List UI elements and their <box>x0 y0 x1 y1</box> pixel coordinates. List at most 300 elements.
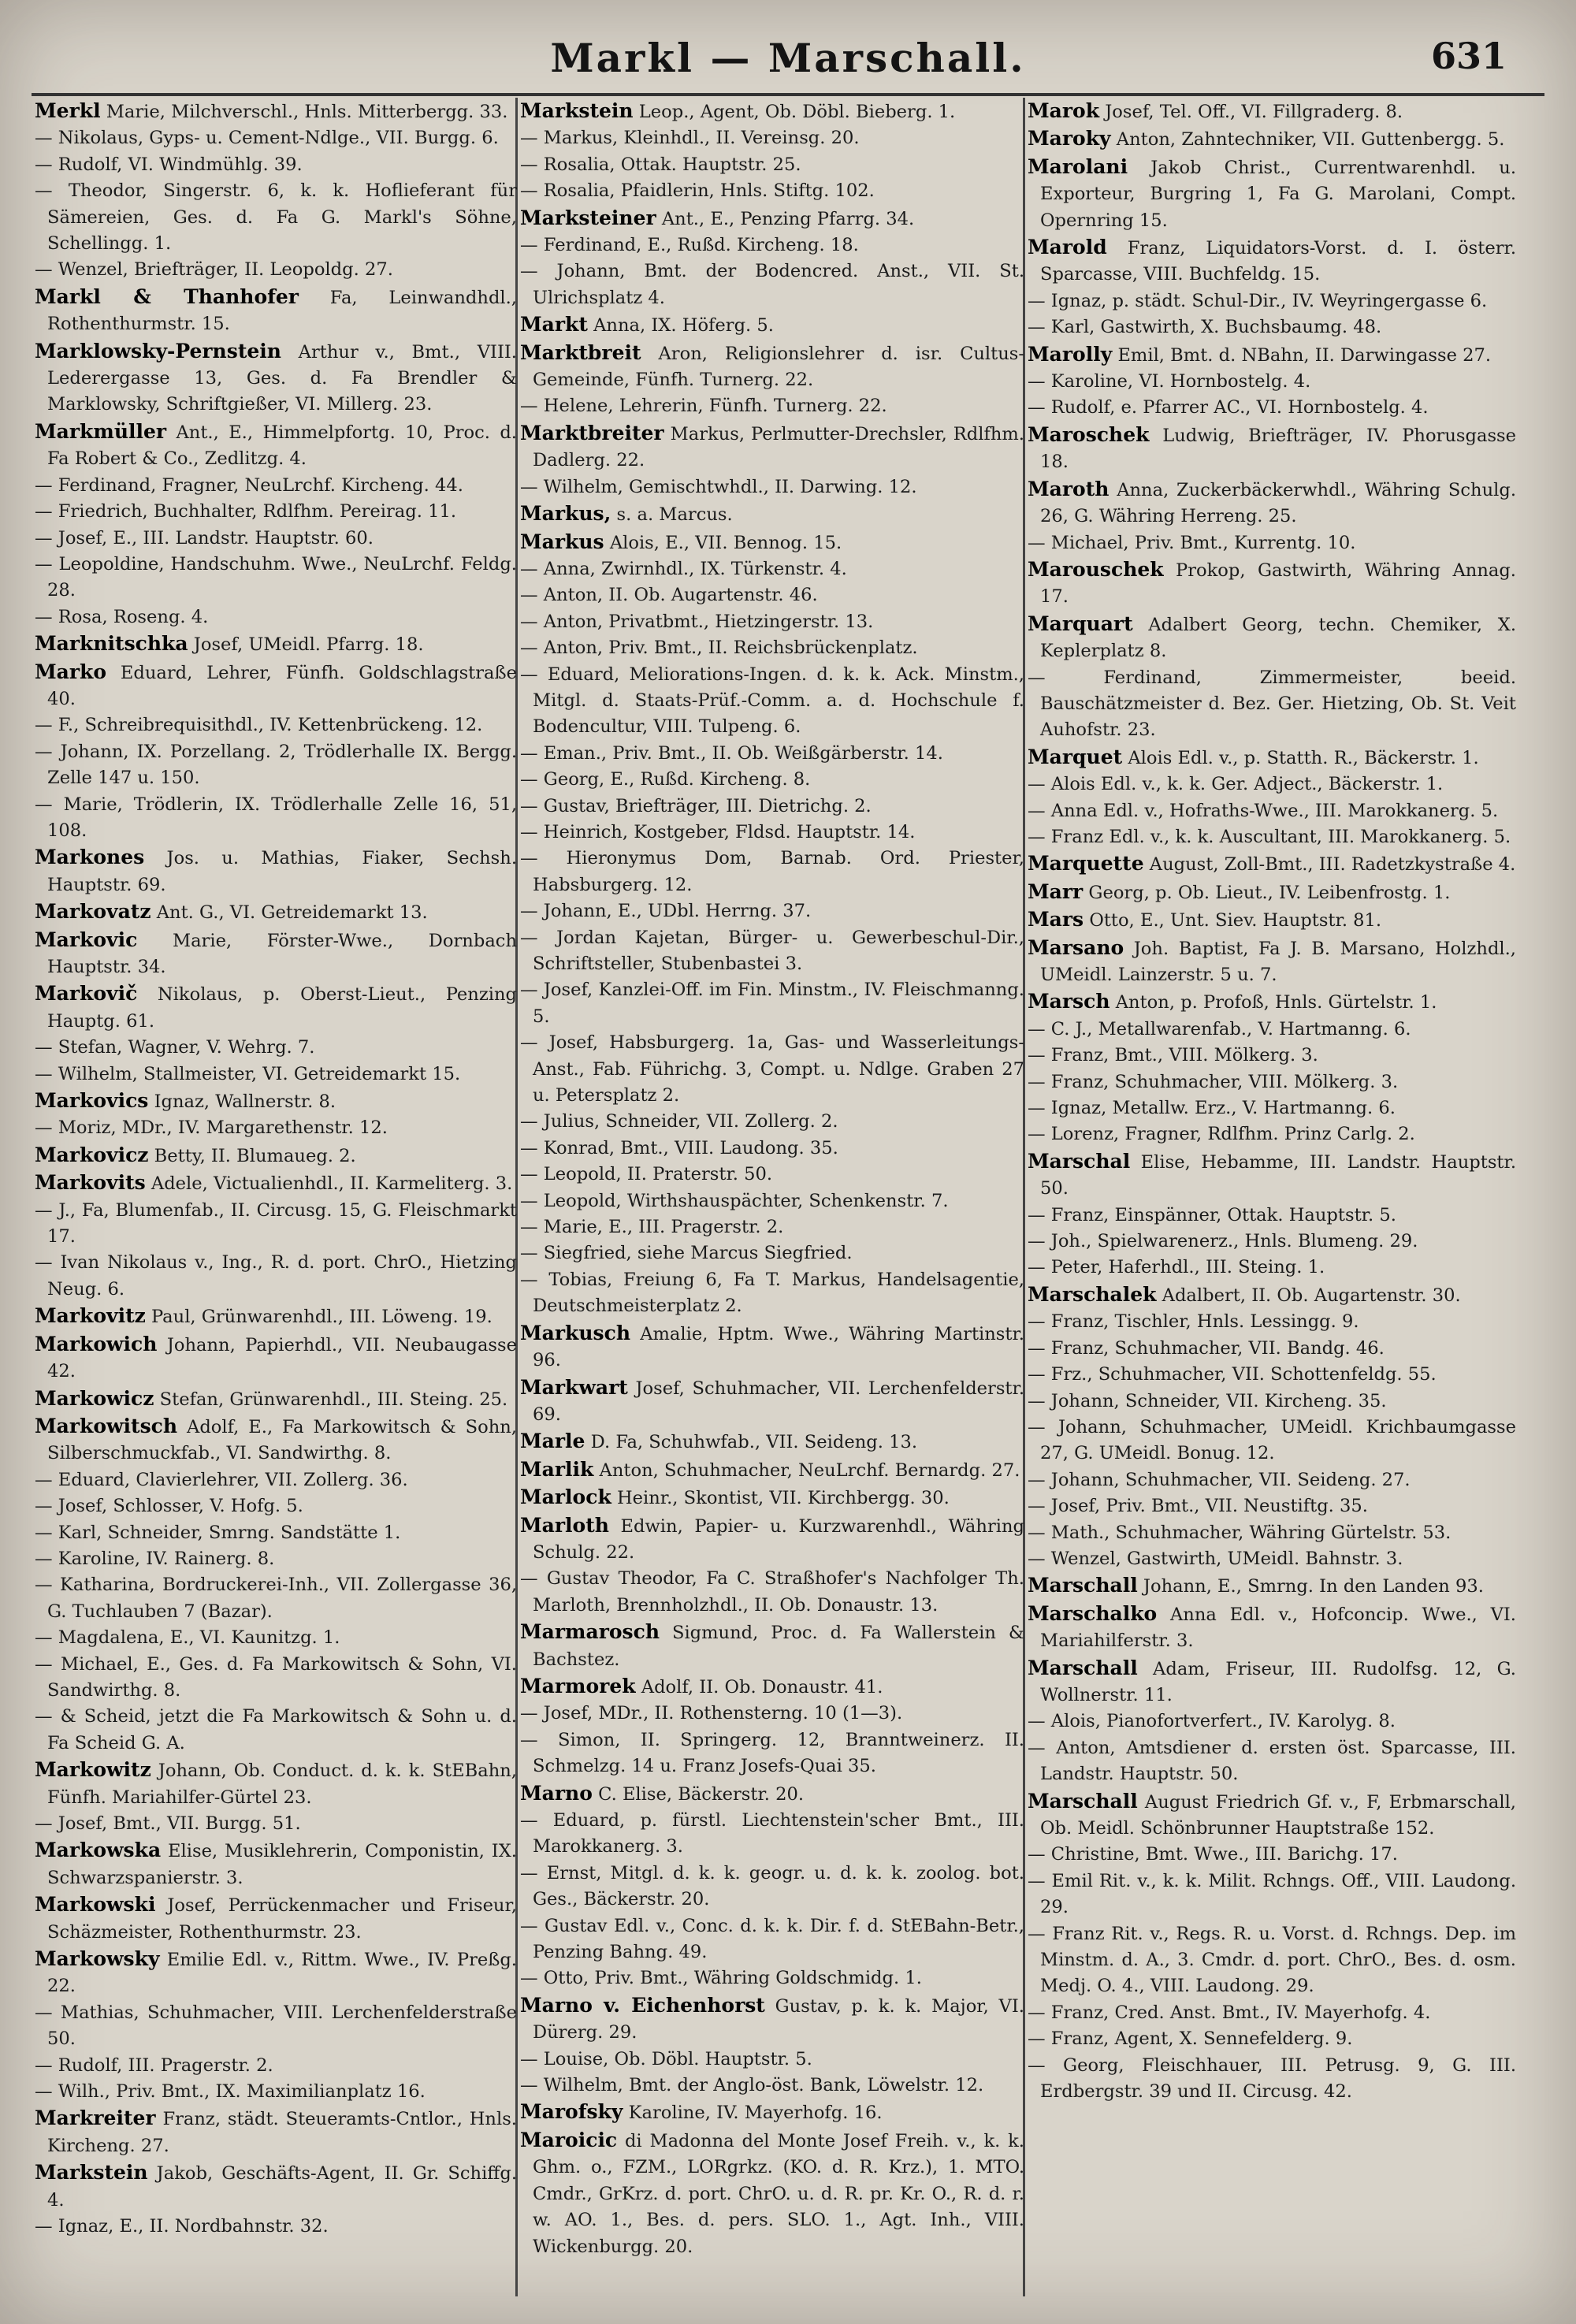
directory-entry <box>1028 935 1516 989</box>
directory-entry <box>520 232 1024 258</box>
directory-entry <box>520 582 1024 608</box>
entry-details: — Marie, E., III. Pragerstr. 2. <box>520 1217 784 1238</box>
directory-entry <box>1028 906 1516 934</box>
entry-details: — Moriz, MDr., IV. Margarethenstr. 12. <box>35 1117 388 1139</box>
directory-entry <box>1028 1389 1516 1415</box>
entry-details: — Ferdinand, Fragner, NeuLrchf. Kircheng. 44. <box>35 474 463 496</box>
directory-entry <box>1028 422 1516 476</box>
directory-entry <box>520 1456 1024 1484</box>
entry-details: s. a. Marcus. <box>616 504 733 526</box>
entry-surname: Marquette <box>1028 852 1144 876</box>
entry-surname: Marlock <box>520 1486 611 1509</box>
directory-entry <box>520 609 1024 635</box>
directory-entry <box>520 1214 1024 1240</box>
entry-details: Jakob Christ., Currentwarenhdl. u. Exporteur, Burgring 1, Fa G. Marolani, Compt. Opernring 15. <box>1040 157 1516 231</box>
page-header <box>0 35 1576 98</box>
entry-details: — Wilhelm, Stallmeister, VI. Getreidemarkt 15. <box>35 1063 461 1084</box>
directory-entry <box>1028 314 1516 340</box>
directory-entry <box>35 2159 517 2214</box>
entry-details: — Konrad, Bmt., VIII. Laudong. 35. <box>520 1137 838 1158</box>
directory-entry <box>520 820 1024 846</box>
entry-details: — Math., Schuhmacher, Währing Gürtelstr. 53. <box>1028 1522 1451 1543</box>
directory-entry <box>1028 2053 1516 2106</box>
directory-entry <box>520 2099 1024 2126</box>
entry-surname: Maroky <box>1028 127 1111 151</box>
directory-entry <box>1028 744 1516 772</box>
directory-entry <box>520 1428 1024 1456</box>
entry-details: Alois, E., VII. Bennog. 15. <box>609 532 842 553</box>
directory-entry <box>1028 125 1516 153</box>
directory-entry <box>1028 476 1516 530</box>
directory-entry <box>35 552 517 604</box>
entry-details: — Ignaz, E., II. Nordbahnstr. 32. <box>35 2216 329 2237</box>
entry-details: Leop., Agent, Ob. Döbl. Bieberg. 1. <box>638 102 956 122</box>
entry-details: Marie, Förster-Wwe., Dornbach Hauptstr. 34. <box>47 930 517 977</box>
directory-entry <box>1028 1842 1516 1868</box>
directory-entry <box>35 1652 517 1705</box>
directory-entry <box>1028 395 1516 421</box>
entry-surname: Marmorek <box>520 1674 636 1697</box>
entry-details: Adam, Friseur, III. Rudolfsg. 12, G. Wollnerstr. 11. <box>1040 1658 1516 1705</box>
entry-surname: Marno <box>520 1781 593 1805</box>
entry-details: — Leopold, II. Praterstr. 50. <box>520 1164 773 1185</box>
directory-entry <box>35 712 517 738</box>
directory-entry <box>1028 1601 1516 1655</box>
directory-entry <box>1028 1281 1516 1309</box>
entry-details: Johann, Ob. Conduct. d. k. k. StEBahn, Fünfh. Mariahilfer-Gürtel 23. <box>47 1761 517 1808</box>
entry-details: — Leopoldine, Handschuhm. Wwe., NeuLrchf. Feldg. 28. <box>35 553 517 601</box>
page-running-title: Markl — Marschall. <box>550 35 1026 81</box>
entry-details: Nikolaus, p. Oberst-Lieut., Penzing Hauptg. 61. <box>47 984 517 1032</box>
directory-entry <box>35 499 517 525</box>
directory-entry <box>35 1757 517 1811</box>
entry-surname: Marofsky <box>520 2100 623 2124</box>
column-3 <box>1028 98 1516 2289</box>
entry-surname: Markowitsch <box>35 1414 178 1437</box>
entry-surname: Marquet <box>1028 745 1123 768</box>
entry-details: — Rosalia, Pfaidlerin, Hnls. Stiftg. 102. <box>520 180 875 202</box>
directory-entry <box>520 1512 1024 1567</box>
directory-entry <box>1028 1362 1516 1388</box>
directory-entry <box>35 178 517 257</box>
entry-details: Gustav, p. k. k. Major, VI. Dürerg. 29. <box>533 1995 1024 2043</box>
entry-details: — Peter, Haferhdl., III. Steing. 1. <box>1028 1257 1325 1278</box>
entry-surname: Marold <box>1028 236 1107 259</box>
entry-details: Emil, Bmt. d. NBahn, II. Darwingasse 27. <box>1117 344 1492 366</box>
directory-entry <box>1028 824 1516 850</box>
directory-entry <box>35 2214 517 2240</box>
entry-details: — Johann, IX. Porzellang. 2, Trödlerhalle IX. Bergg. Zelle 147 u. 150. <box>35 741 517 789</box>
entry-details: Marie, Milchverschl., Hnls. Mitterbergg. 33. <box>106 102 508 122</box>
entry-details: — Josef, Priv. Bmt., VII. Neustiftg. 35. <box>1028 1496 1368 1517</box>
directory-entry <box>35 2079 517 2105</box>
entry-details: Stefan, Grünwarenhdl., III. Steing. 25. <box>159 1389 508 1410</box>
entry-surname: Markreiter <box>35 2106 156 2130</box>
directory-entry <box>35 1115 517 1141</box>
entry-details: — Josef, Kanzlei-Off. im Fin. Minstm., IV. Fleischmanng. 5. <box>520 980 1024 1027</box>
entry-details: — Marie, Trödlerin, IX. Trödlerhalle Zelle 16, 51, 108. <box>35 794 517 841</box>
directory-entry <box>35 152 517 178</box>
entry-details: — Otto, Priv. Bmt., Währing Goldschmidg. 1. <box>520 1968 922 1989</box>
entry-details: — Rosa, Roseng. 4. <box>35 606 209 627</box>
entry-details: — Gustav Theodor, Fa C. Straßhofer's Nachfolger Th. Marloth, Brennholzhdl., II. Ob. Donaustr. 13. <box>520 1568 1024 1616</box>
entry-details: — Franz, Agent, X. Sennefelderg. 9. <box>1028 2028 1353 2050</box>
directory-entry <box>35 1946 517 2000</box>
entry-details: Adolf, II. Ob. Donaustr. 41. <box>641 1676 883 1697</box>
directory-entry <box>35 526 517 552</box>
directory-entry <box>35 1088 517 1115</box>
entry-details: Anton, Zahntechniker, VII. Guttenbergg. 5. <box>1116 129 1505 151</box>
entry-surname: Marko <box>35 660 107 683</box>
directory-entry <box>520 500 1024 528</box>
entry-details: Jos. u. Mathias, Fiaker, Sechsh. Hauptstr. 69. <box>47 848 517 895</box>
entry-details: — Gustav Edl. v., Conc. d. k. k. Dir. f. d. StEBahn-Betr., Penzing Bahng. 49. <box>520 1915 1024 1963</box>
entry-surname: Marschal <box>1028 1149 1131 1173</box>
entry-surname: Markstein <box>520 99 634 122</box>
entry-details: — Alois, Pianofortverfert., IV. Karolyg. 8. <box>1028 1711 1396 1732</box>
entry-surname: Markus <box>520 530 604 553</box>
directory-entry <box>35 659 517 713</box>
entry-details: — Markus, Kleinhdl., II. Vereinsg. 20. <box>520 128 860 149</box>
entry-details: — Lorenz, Fragner, Rdlfhm. Prinz Carlg. 2. <box>1028 1124 1415 1145</box>
entry-details: — Eduard, Clavierlehrer, VII. Zollerg. 36. <box>35 1469 408 1490</box>
entry-details: — Ferdinand, E., Rußd. Kircheng. 18. <box>520 235 859 256</box>
entry-details: Ant., E., Himmelpfortg. 10, Proc. d. Fa Robert & Co., Zedlitzg. 4. <box>47 422 517 470</box>
entry-details: — Michael, E., Ges. d. Fa Markowitsch & Sohn, VI. Sandwirthg. 8. <box>35 1653 517 1701</box>
entry-surname: Markovics <box>35 1089 149 1113</box>
entry-surname: Markt <box>520 313 588 337</box>
directory-entry <box>35 898 517 926</box>
entry-details: — Louise, Ob. Döbl. Hauptstr. 5. <box>520 2048 812 2069</box>
entry-details: August, Zoll-Bmt., III. Radetzkystraße 4. <box>1149 854 1516 876</box>
entry-surname: Marr <box>1028 879 1084 903</box>
entry-details: Alois Edl. v., p. Statth. R., Bäckerstr. 1. <box>1128 747 1479 768</box>
entry-surname: Markowsky <box>35 1947 160 1971</box>
entry-details: — C. J., Metallwarenfab., V. Hartmanng. 6. <box>1028 1018 1411 1039</box>
directory-entry <box>1028 1921 1516 2000</box>
entry-details: Markus, Perlmutter-Drechsler, Rdlfhm. Dadlerg. 22. <box>533 423 1024 471</box>
directory-entry <box>1028 1572 1516 1600</box>
entry-details: — Josef, Habsburgerg. 1a, Gas- und Wasserleitungs-Anst., Fab. Führichg. 3, Compt. u. Ndlge. Graben 27 u. Petersplatz 2. <box>520 1032 1024 1106</box>
directory-entry <box>1028 665 1516 744</box>
entry-details: — Karl, Schneider, Smrng. Sandstätte 1. <box>35 1522 401 1543</box>
directory-entry <box>520 1965 1024 1991</box>
entry-surname: Marmarosch <box>520 1620 660 1644</box>
entry-details: — Ernst, Mitgl. d. k. k. geogr. u. d. k. k. zoolog. bot. Ges., Bäckerstr. 20. <box>520 1862 1024 1910</box>
entry-details: Fa, Leinwandhdl., Rothenthurmstr. 15. <box>47 287 517 335</box>
entry-details: di Madonna del Monte Josef Freih. v., k. k. Ghm. o., FZM., LORgrkz. (KO. d. R. Krz.), 1. MTO. Cmdr., GrKrz. d. port. ChrO. u. d. R. pr. Kr. O., R. d. r. w. AO. 1., Bes. d. pers. SLO. 1., Agt. Inh., VIII. Wickenburgg. 20. <box>533 2130 1024 2257</box>
entry-surname: Markovatz <box>35 900 151 924</box>
directory-entry <box>520 1780 1024 1808</box>
directory-entry <box>520 258 1024 311</box>
directory-entry <box>35 418 517 473</box>
directory-entry <box>520 125 1024 151</box>
directory-entry <box>35 1520 517 1546</box>
directory-entry <box>1028 798 1516 824</box>
directory-entry <box>1028 1309 1516 1335</box>
directory-entry <box>1028 1069 1516 1095</box>
entry-details: Arthur v., Bmt., VIII. Lederergasse 13, Ges. d. Fa Brendler & Marklowsky, Schriftgießer, VI. Millerg. 23. <box>47 341 517 415</box>
entry-surname: Markmüller <box>35 419 167 443</box>
directory-entry <box>1028 1336 1516 1362</box>
directory-entry <box>35 630 517 658</box>
entry-details: — Ignaz, p. städt. Schul-Dir., IV. Weyringergasse 6. <box>1028 290 1488 311</box>
entry-details: — Anton, Priv. Bmt., II. Reichsbrückenplatz. <box>520 638 918 659</box>
directory-entry <box>520 1240 1024 1266</box>
directory-entry <box>1028 1655 1516 1709</box>
entry-details: — Alois Edl. v., k. k. Ger. Adject., Bäckerstr. 1. <box>1028 774 1444 795</box>
entry-details: — Josef, Bmt., VII. Burgg. 51. <box>35 1813 301 1834</box>
entry-surname: Mars <box>1028 908 1084 931</box>
directory-entry <box>1028 879 1516 906</box>
directory-entry <box>520 1861 1024 1913</box>
page-number: 631 <box>1430 35 1507 77</box>
entry-details: Adele, Victualienhdl., II. Karmeliterg. 3. <box>151 1173 513 1195</box>
directory-entry <box>1028 234 1516 288</box>
entry-details: Emilie Edl. v., Rittm. Wwe., IV. Preßg. 22. <box>47 1950 517 1997</box>
entry-details: — Siegfried, siehe Marcus Siegfried. <box>520 1243 853 1264</box>
directory-entry <box>520 898 1024 924</box>
directory-entry <box>1028 772 1516 798</box>
directory-entry <box>35 1546 517 1572</box>
entry-details: Georg, p. Ob. Lieut., IV. Leibenfrostg. 1. <box>1088 882 1451 903</box>
entry-details: — Franz, Cred. Anst. Bmt., IV. Mayerhofg. 4. <box>1028 2002 1431 2023</box>
entry-surname: Markovič <box>35 982 138 1006</box>
entry-details: Franz, städt. Steueramts-Cntlor., Hnls. Kircheng. 27. <box>47 2109 517 2156</box>
entry-details: — Johann, Schuhmacher, VII. Seideng. 27. <box>1028 1469 1411 1490</box>
entry-details: Josef, Tel. Off., VI. Fillgraderg. 8. <box>1105 102 1403 122</box>
entry-details: — Franz, Schuhmacher, VII. Bandg. 46. <box>1028 1337 1385 1359</box>
directory-entry <box>520 1162 1024 1188</box>
entry-details: — Helene, Lehrerin, Fünfh. Turnerg. 22. <box>520 396 887 417</box>
entry-surname: Marlik <box>520 1457 594 1481</box>
directory-entry <box>35 844 517 898</box>
entry-details: Joh. Baptist, Fa J. B. Marsano, Holzhdl., UMeidl. Lainzerstr. 5 u. 7. <box>1040 938 1516 985</box>
entry-surname: Markowski <box>35 1893 156 1917</box>
directory-entry <box>35 792 517 845</box>
directory-entry <box>520 178 1024 204</box>
directory-entry <box>1028 98 1516 125</box>
directory-entry <box>520 2047 1024 2073</box>
directory-entry <box>35 927 517 981</box>
entry-details: — Anna Edl. v., Hofraths-Wwe., III. Marokkanerg. 5. <box>1028 800 1499 821</box>
entry-details: — Theodor, Singerstr. 6, k. k. Hoflieferant für Sämereien, Ges. d. Fa G. Markl's Söhne, Schellingg. 1. <box>35 180 517 255</box>
directory-entry <box>35 2105 517 2159</box>
entry-details: — Johann, Schneider, VII. Kircheng. 35. <box>1028 1390 1387 1411</box>
directory-entry <box>35 338 517 418</box>
directory-entry <box>520 2127 1024 2260</box>
entry-details: D. Fa, Schuhwfab., VII. Seideng. 13. <box>590 1432 918 1453</box>
entry-details: — Karl, Gastwirth, X. Buchsbaumg. 48. <box>1028 317 1382 338</box>
entry-details: Elise, Musiklehrerin, Componistin, IX. Schwarzspanierstr. 3. <box>47 1841 517 1888</box>
entry-details: — J., Fa, Blumenfab., II. Circusg. 15, G. Fleischmarkt 17. <box>35 1199 517 1248</box>
entry-details: — Mathias, Schuhmacher, VIII. Lerchenfelderstraße 50. <box>35 2002 517 2050</box>
entry-surname: Marknitschka <box>35 632 188 656</box>
entry-details: Betty, II. Blumaueg. 2. <box>154 1145 356 1166</box>
entry-details: August Friedrich Gf. v., F, Erbmarschall, Ob. Meidl. Schönbrunner Hauptstraße 152. <box>1040 1791 1516 1839</box>
directory-entry <box>520 474 1024 500</box>
entry-details: — Anna, Zwirnhdl., IX. Türkenstr. 4. <box>520 558 847 579</box>
entry-details: Adalbert, II. Ob. Augartenstr. 30. <box>1162 1285 1461 1306</box>
directory-entry <box>35 739 517 792</box>
entry-surname: Markowitz <box>35 1758 151 1782</box>
directory-entry <box>1028 1467 1516 1493</box>
directory-entry <box>1028 1493 1516 1519</box>
entry-details: — Rudolf, III. Pragerstr. 2. <box>35 2054 273 2076</box>
entry-details: Ant., E., Penzing Pfarrg. 34. <box>661 208 915 229</box>
directory-entry <box>520 1619 1024 1673</box>
entry-surname: Markowich <box>35 1332 158 1355</box>
directory-entry <box>520 977 1024 1030</box>
header-rule <box>32 93 1544 96</box>
directory-entry <box>520 1566 1024 1619</box>
entry-details: — Eman., Priv. Bmt., II. Ob. Weißgärberstr. 14. <box>520 742 943 764</box>
entry-details: Edwin, Papier- u. Kurzwarenhdl., Währing Schulg. 22. <box>533 1515 1024 1563</box>
directory-entry <box>520 635 1024 661</box>
entry-details: — Karoline, IV. Rainerg. 8. <box>35 1548 275 1569</box>
entry-details: — F., Schreibrequisithdl., IV. Kettenbrückeng. 12. <box>35 715 483 736</box>
entry-surname: Marloth <box>520 1513 609 1537</box>
entry-details: Paul, Grünwarenhdl., III. Löweng. 19. <box>151 1307 492 1328</box>
directory-entry <box>520 794 1024 820</box>
directory-entry <box>520 741 1024 767</box>
directory-entry <box>35 1837 517 1891</box>
entry-details: Anna, IX. Höferg. 5. <box>593 315 774 337</box>
entry-surname: Maroschek <box>1028 422 1150 446</box>
entry-details: Adalbert Georg, techn. Chemiker, X. Keplerplatz 8. <box>1040 614 1516 662</box>
directory-entry <box>520 1109 1024 1135</box>
entry-surname: Marschalko <box>1028 1601 1158 1625</box>
directory-entry <box>520 1267 1024 1320</box>
directory-entry <box>520 925 1024 978</box>
entry-surname: Markusch <box>520 1321 631 1344</box>
entry-details: Adolf, E., Fa Markowitsch & Sohn, Silberschmuckfab., VI. Sandwirthg. 8. <box>47 1416 517 1464</box>
directory-entry <box>520 846 1024 898</box>
directory-entry <box>520 1727 1024 1780</box>
entry-details: — Jordan Kajetan, Bürger- u. Gewerbeschul-Dir., Schriftsteller, Stubenbastei 3. <box>520 927 1024 974</box>
entry-surname: Marouschek <box>1028 557 1164 581</box>
entry-details: — Karoline, VI. Hornbostelg. 4. <box>1028 371 1311 392</box>
directory-entry <box>35 98 517 125</box>
entry-details: — Simon, II. Springerg. 12, Branntweinerz. II. Schmelzg. 14 u. Franz Josefs-Quai 35. <box>520 1729 1024 1777</box>
directory-entry <box>35 1572 517 1625</box>
entry-details: — Magdalena, E., VI. Kaunitzg. 1. <box>35 1627 340 1649</box>
directory-entry <box>520 98 1024 125</box>
entry-details: Josef, Perrückenmacher und Friseur, Schäzmeister, Rothenthurmstr. 23. <box>47 1895 517 1943</box>
entry-surname: Markovic <box>35 928 138 951</box>
directory-entry <box>520 1374 1024 1429</box>
entry-details: Johann, E., Smrng. In den Landen 93. <box>1143 1576 1484 1597</box>
entry-surname: Marschall <box>1028 1789 1138 1813</box>
directory-entry <box>35 1169 517 1197</box>
directory-entry <box>520 1673 1024 1701</box>
directory-entry <box>1028 850 1516 878</box>
entry-details: — Johann, Schuhmacher, UMeidl. Krichbaumgasse 27, G. UMeidl. Bonug. 12. <box>1028 1416 1516 1464</box>
directory-entry <box>35 1413 517 1467</box>
directory-entry <box>35 125 517 151</box>
directory-entry <box>35 1467 517 1493</box>
directory-entry <box>1028 1735 1516 1788</box>
entry-details: Franz, Liquidators-Vorst. d. I. österr. Sparcasse, VIII. Buchfeldg. 15. <box>1040 238 1516 285</box>
column-2 <box>520 98 1024 2289</box>
directory-entry <box>520 1992 1024 2047</box>
entry-details: — Michael, Priv. Bmt., Kurrentg. 10. <box>1028 532 1356 553</box>
directory-entry <box>1028 611 1516 665</box>
entry-details: — Franz Edl. v., k. k. Auscultant, III. Marokkanerg. 5. <box>1028 826 1511 847</box>
entry-surname: Markones <box>35 846 145 869</box>
entry-details: — Johann, E., UDbl. Herrng. 37. <box>520 901 812 922</box>
entry-details: — Anton, Amtsdiener d. ersten öst. Sparcasse, III. Landstr. Hauptstr. 50. <box>1028 1737 1516 1785</box>
directory-entry <box>520 1188 1024 1214</box>
entry-details: — Josef, E., III. Landstr. Hauptstr. 60. <box>35 527 374 548</box>
entry-details: Anna Edl. v., Hofconcip. Wwe., VI. Mariahilferstr. 3. <box>1040 1604 1516 1652</box>
directory-entry <box>35 257 517 283</box>
entry-details: C. Elise, Bäckerstr. 20. <box>598 1783 805 1805</box>
entry-details: Aron, Religionslehrer d. isr. Cultus-Gemeinde, Fünfh. Turnerg. 22. <box>533 343 1024 391</box>
entry-surname: Marktbreiter <box>520 421 664 444</box>
entry-details: — Stefan, Wagner, V. Wehrg. 7. <box>35 1037 315 1058</box>
directory-entry <box>35 1704 517 1757</box>
entry-details: — Wilhelm, Bmt. der Anglo-öst. Bank, Löwelstr. 12. <box>520 2075 984 2096</box>
directory-entry <box>35 1250 517 1303</box>
directory-entry <box>520 2073 1024 2099</box>
directory-entry <box>1028 1415 1516 1467</box>
entry-details: Ant. G., VI. Getreidemarkt 13. <box>156 902 428 924</box>
entry-surname: Marok <box>1028 99 1100 122</box>
directory-entry <box>520 556 1024 582</box>
directory-entry <box>35 1625 517 1651</box>
entry-surname: Marschalek <box>1028 1282 1157 1306</box>
entry-surname: Markowicz <box>35 1386 154 1410</box>
directory-entry <box>1028 1868 1516 1921</box>
entry-details: — Franz, Tischler, Hnls. Lessingg. 9. <box>1028 1311 1359 1333</box>
directory-entry <box>1028 1017 1516 1043</box>
entry-details: — Wilh., Priv. Bmt., IX. Maximilianplatz 16. <box>35 2081 426 2103</box>
entry-surname: Merkl <box>35 99 101 122</box>
directory-entry <box>520 420 1024 474</box>
entry-details: — Tobias, Freiung 6, Fa T. Markus, Handelsagentie, Deutschmeisterplatz 2. <box>520 1269 1024 1317</box>
directory-entry <box>1028 988 1516 1016</box>
directory-entry <box>1028 1148 1516 1203</box>
entry-surname: Marschall <box>1028 1656 1138 1679</box>
directory-entry <box>35 1142 517 1169</box>
entry-details: — Georg, Fleischhauer, III. Petrusg. 9, G. III. Erdbergstr. 39 und II. Circusg. 42. <box>1028 2054 1516 2103</box>
directory-entry <box>35 1891 517 1946</box>
entry-details: — Frz., Schuhmacher, VII. Schottenfeldg. 55. <box>1028 1364 1437 1385</box>
entry-details: — Franz, Bmt., VIII. Mölkerg. 3. <box>1028 1045 1318 1066</box>
directory-entry <box>520 529 1024 556</box>
entry-details: — Julius, Schneider, VII. Zollerg. 2. <box>520 1111 838 1132</box>
directory-entry <box>1028 288 1516 314</box>
entry-details: Elise, Hebamme, III. Landstr. Hauptstr. 50. <box>1040 1151 1516 1199</box>
directory-entry <box>1028 1788 1516 1842</box>
directory-entry <box>520 1320 1024 1374</box>
directory-entry <box>35 284 517 338</box>
directory-entry <box>35 1493 517 1519</box>
directory-entry <box>1028 1121 1516 1147</box>
entry-surname: Maroicic <box>520 2128 618 2151</box>
entry-surname: Markovicz <box>35 1143 149 1166</box>
entry-details: — Anton, Privatbmt., Hietzingerstr. 13. <box>520 611 874 632</box>
directory-entry <box>520 393 1024 419</box>
entry-details: Josef, UMeidl. Pfarrg. 18. <box>193 634 424 656</box>
entry-details: Eduard, Lehrer, Fünfh. Goldschlagstraße 40. <box>47 662 517 709</box>
entry-details: — Leopold, Wirthshauspächter, Schenkenstr. 7. <box>520 1190 949 1211</box>
directory-entry <box>520 1808 1024 1861</box>
directory-entry <box>35 1303 517 1330</box>
entry-surname: Marquart <box>1028 612 1133 635</box>
directory-entry <box>520 311 1024 339</box>
